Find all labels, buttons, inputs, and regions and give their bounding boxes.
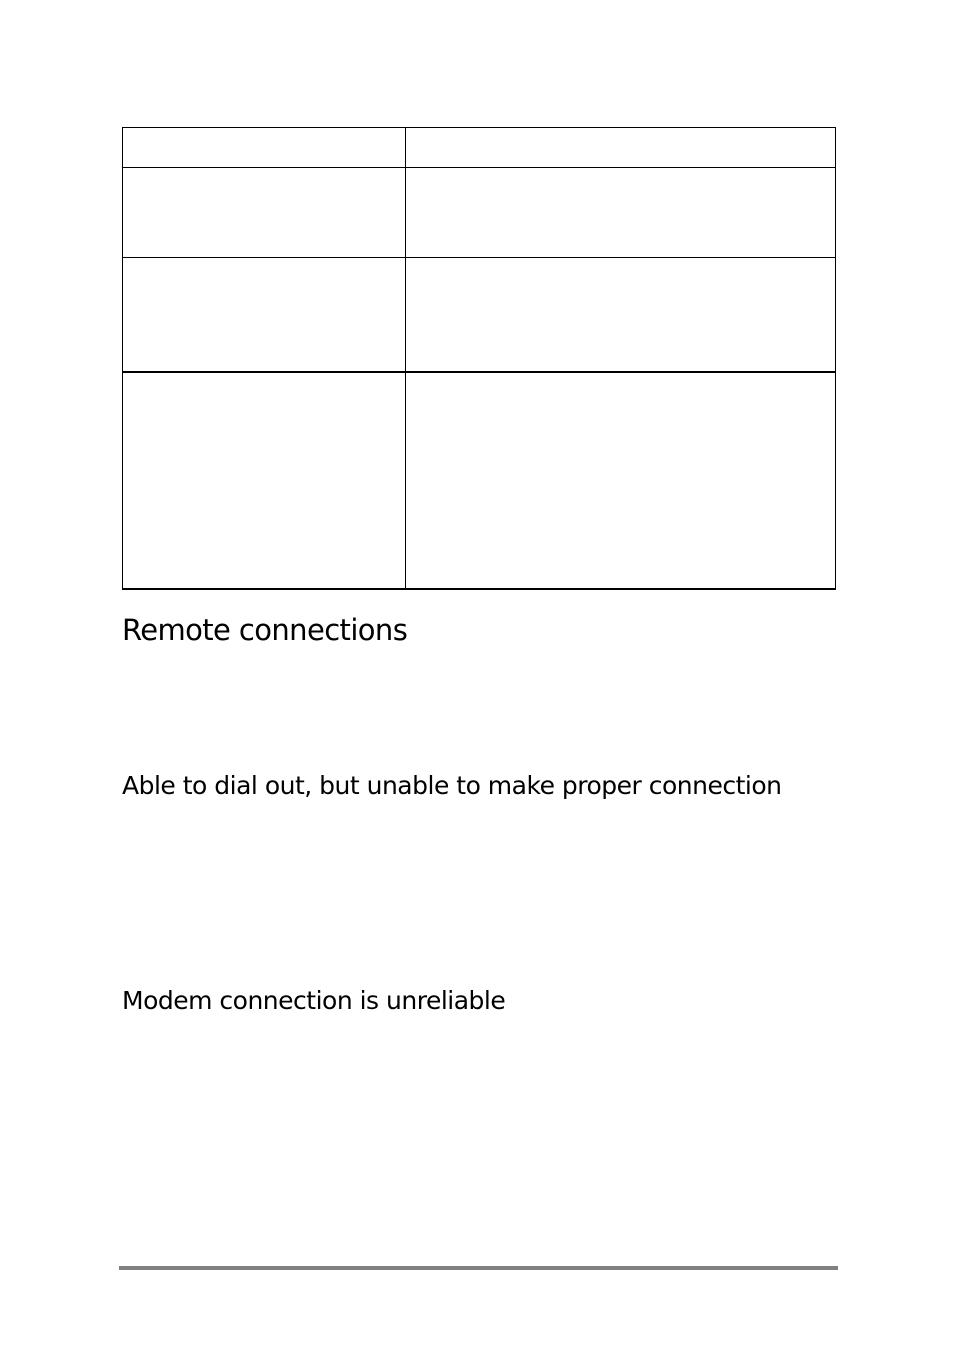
subheading-modem-unreliable: Modem connection is unreliable <box>122 986 506 1015</box>
table-row <box>123 258 836 373</box>
table-cell <box>406 258 836 373</box>
table-cell <box>406 168 836 258</box>
table-cell <box>406 128 836 168</box>
footer-divider <box>119 1266 838 1270</box>
table-row <box>123 128 836 168</box>
table-cell <box>123 168 406 258</box>
table-cell <box>123 128 406 168</box>
table-cell <box>123 372 406 589</box>
section-heading: Remote connections <box>122 613 408 647</box>
table-row <box>123 168 836 258</box>
subheading-dial-out: Able to dial out, but unable to make proper connection <box>122 771 782 800</box>
troubleshooting-table <box>122 127 836 590</box>
table-cell <box>406 372 836 589</box>
table-row <box>123 372 836 589</box>
table-cell <box>123 258 406 373</box>
